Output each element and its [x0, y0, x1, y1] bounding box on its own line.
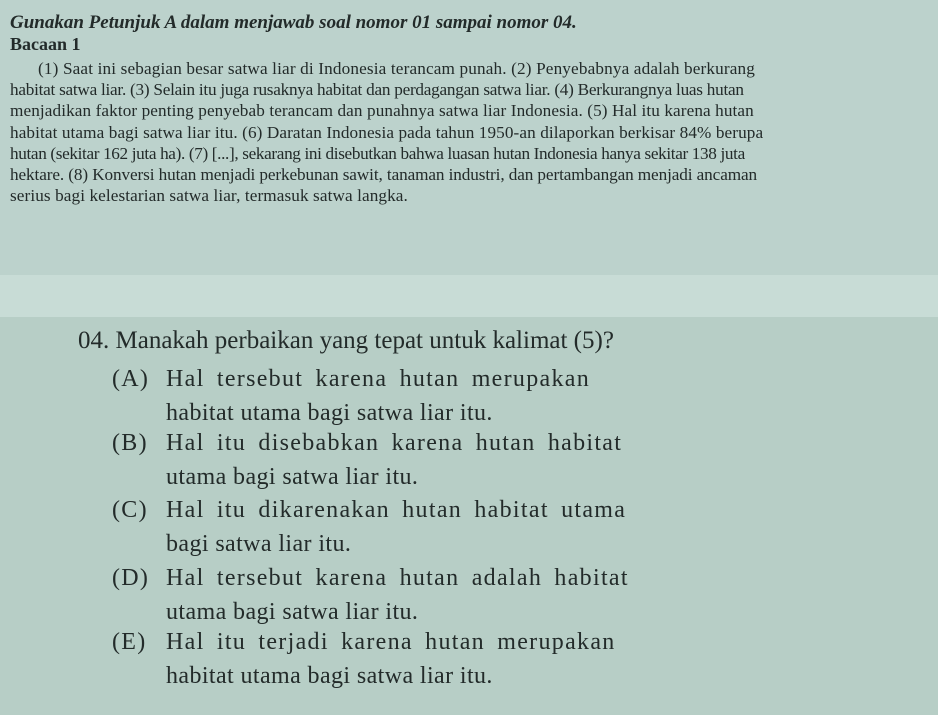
passage-line: hektare. (8) Konversi hutan menjadi perkebunan sawit, tanaman industri, dan pertambangan menjadi ancaman	[10, 165, 758, 185]
reading-title: Bacaan 1	[10, 34, 81, 54]
option-text-line: Hal itu dikarenakan hutan habitat utama	[166, 497, 627, 523]
option-letter: (B)	[112, 430, 148, 456]
option-text-line: Hal tersebut karena hutan merupakan	[166, 366, 591, 392]
passage-line: hutan (sekitar 162 juta ha). (7) [...], sekarang ini disebutkan bahwa luasan hutan Indonesia hanya sekitar 138 juta	[10, 143, 745, 163]
option-letter: (C)	[112, 497, 148, 523]
option-letter: (E)	[112, 629, 147, 655]
option-text-line: Hal tersebut karena hutan adalah habitat	[166, 565, 629, 591]
option-text-line: bagi satwa liar itu.	[166, 531, 352, 557]
option-text-line: Hal itu disebabkan karena hutan habitat	[166, 430, 623, 456]
option-text-line: utama bagi satwa liar itu.	[166, 599, 419, 625]
reading-passage	[10, 58, 915, 206]
page-gap	[0, 275, 938, 317]
option-text-line: utama bagi satwa liar itu.	[166, 464, 419, 490]
instruction-text: Gunakan Petunjuk A dalam menjawab soal nomor 01 sampai nomor 04.	[10, 12, 577, 33]
option-letter: (A)	[112, 366, 150, 392]
question-text: 04. Manakah perbaikan yang tepat untuk kalimat (5)?	[78, 327, 614, 354]
passage-line: habitat satwa liar. (3) Selain itu juga rusaknya habitat dan perdagangan satwa liar. (4) Berkurangnya luas hutan	[10, 80, 744, 100]
passage-line: serius bagi kelestarian satwa liar, termasuk satwa langka.	[10, 186, 408, 206]
passage-line: menjadikan faktor penting penyebab terancam dan punahnya satwa liar Indonesia. (5) Hal itu karena hutan	[10, 101, 754, 121]
option-letter: (D)	[112, 565, 150, 591]
option-text-line: habitat utama bagi satwa liar itu.	[166, 663, 493, 689]
option-text-line: habitat utama bagi satwa liar itu.	[166, 400, 493, 426]
passage-line: habitat utama bagi satwa liar itu. (6) Daratan Indonesia pada tahun 1950-an dilaporkan berkisar 84% berupa	[10, 122, 764, 142]
passage-line: (1) Saat ini sebagian besar satwa liar di Indonesia terancam punah. (2) Penyebabnya adalah berkurang	[38, 59, 756, 78]
option-text-line: Hal itu terjadi karena hutan merupakan	[166, 629, 616, 655]
